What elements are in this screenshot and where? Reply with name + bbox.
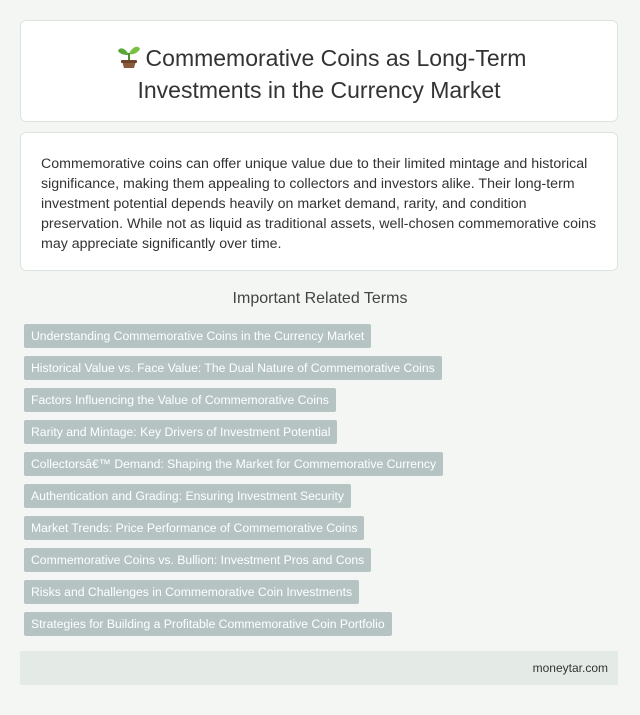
term-tag[interactable]: Factors Influencing the Value of Commemorative Coins (24, 388, 336, 412)
term-tag[interactable]: Rarity and Mintage: Key Drivers of Investment Potential (24, 420, 337, 444)
page-title (21, 43, 617, 105)
related-terms-list (24, 324, 616, 644)
title-line-1: Commemorative Coins as Long-Term (145, 45, 527, 71)
term-tag[interactable]: Market Trends: Price Performance of Commemorative Coins (24, 516, 364, 540)
term-tag[interactable]: Risks and Challenges in Commemorative Coin Investments (24, 580, 359, 604)
related-terms-heading: Important Related Terms (232, 290, 408, 307)
title-card (20, 20, 618, 122)
term-tag[interactable]: Historical Value vs. Face Value: The Dual Nature of Commemorative Coins (24, 356, 442, 380)
term-tag[interactable]: Understanding Commemorative Coins in the Currency Market (24, 324, 371, 348)
footer (20, 651, 618, 685)
sprout-icon (112, 43, 146, 76)
term-tag[interactable]: Strategies for Building a Profitable Commemorative Coin Portfolio (24, 612, 392, 636)
term-tag[interactable]: Authentication and Grading: Ensuring Investment Security (24, 484, 351, 508)
term-tag[interactable]: Collectorsâ€™ Demand: Shaping the Market for Commemorative Currency (24, 452, 443, 476)
term-tag[interactable]: Commemorative Coins vs. Bullion: Investment Pros and Cons (24, 548, 371, 572)
intro-card (20, 132, 618, 271)
intro-paragraph: Commemorative coins can offer unique value due to their limited mintage and historical significance, making them appealing to collectors and investors alike. Their long-term investment potential depends heavily on market demand, rarity, and condition preservation. While not as liquid as traditional assets, well-chosen commemorative coins may appreciate significantly over time. (41, 156, 597, 252)
title-line-2: Investments in the Currency Market (137, 77, 501, 103)
footer-site-link[interactable]: moneytar.com (532, 661, 608, 675)
